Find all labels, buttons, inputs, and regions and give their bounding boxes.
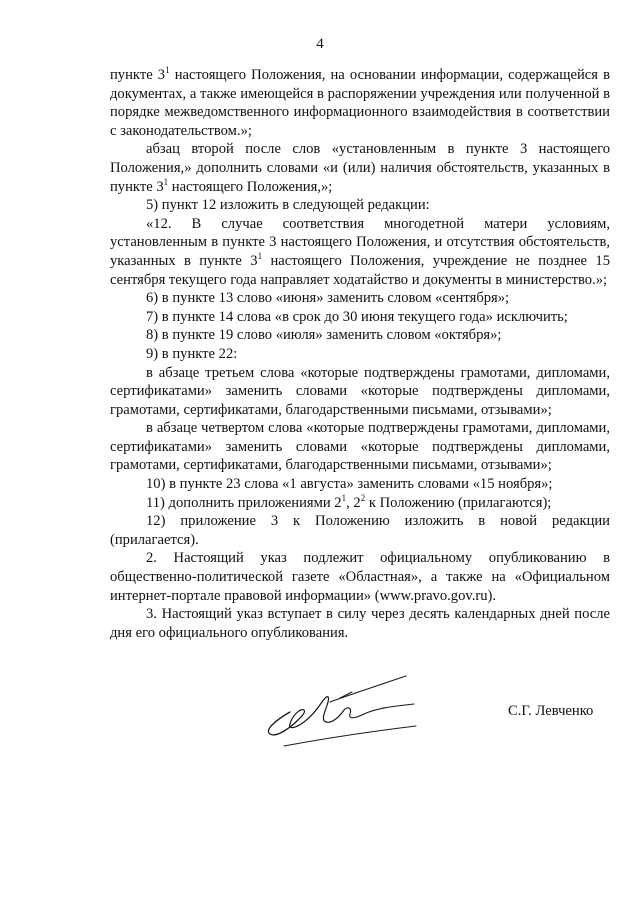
text-run: 6) в пункте 13 слово «июня» заменить словом «сентября»;: [146, 290, 510, 307]
text-run: настоящего Положения, учреждение не позднее 15 сентября текущего года направляет ходатайство и документы в министерство.»;: [110, 252, 610, 288]
paragraph: [110, 512, 610, 549]
paragraph: [110, 605, 610, 642]
paragraph: [110, 140, 610, 196]
paragraph: [110, 345, 610, 364]
superscript: 1: [163, 176, 169, 187]
paragraph: [110, 196, 610, 215]
paragraph: [110, 215, 610, 289]
superscript: 1: [257, 250, 263, 261]
superscript: 1: [165, 65, 170, 75]
paragraph: [110, 326, 610, 345]
page-number: 4: [316, 36, 324, 52]
text-run: к Положению (прилагаются);: [365, 494, 552, 511]
text-run: пункте 3: [110, 67, 166, 83]
text-run: 12) приложение 3 к Положению изложить в новой редакции (прилагается).: [110, 513, 610, 548]
text-run: «12. В случае соответствия многодетной матери условиям, установленным в пункте 3 настоящего Положения, и отсутствия обстоятельств, указанных в пункте 3: [110, 215, 610, 269]
paragraph: [110, 308, 610, 327]
text-run: абзац второй после слов «установленным в пункте 3 настоящего Положения,» дополнить словами «и (или) наличия обстоятельств, указанных в пункте 3: [110, 141, 610, 195]
paragraph: [110, 475, 610, 494]
text-run: 9) в пункте 22:: [146, 345, 238, 362]
text-run: 3. Настоящий указ вступает в силу через десять календарных дней после дня его официального опубликования.: [110, 606, 610, 641]
superscript: 2: [360, 492, 366, 503]
text-run: 8) в пункте 19 слово «июля» заменить словом «октября»;: [146, 327, 502, 344]
superscript: 1: [341, 492, 347, 503]
paragraph: [110, 549, 610, 605]
text-run: , 2: [346, 494, 361, 511]
paragraph: [110, 66, 610, 140]
text-run: настоящего Положения,»;: [168, 178, 333, 195]
signer-name: С.Г. Левченко: [508, 703, 594, 719]
document-body: [110, 66, 610, 642]
paragraph: [110, 289, 610, 308]
text-run: в абзаце четвертом слова «которые подтверждены грамотами, дипломами, сертификатами» заменить словами «которые подтверждены дипломами, грамотами, сертификатами, благодарственными письмами, отзывами»;: [110, 420, 610, 474]
paragraph: [110, 419, 610, 475]
text-run: в абзаце третьем слова «которые подтверждены грамотами, дипломами, сертификатами» заменить словами «которые подтверждены дипломами, грамотами, сертификатами, благодарственными письмами, отзывами»;: [110, 364, 610, 418]
text-run: 11) дополнить приложениями 2: [146, 494, 342, 511]
text-run: 5) пункт 12 изложить в следующей редакции:: [146, 197, 430, 214]
paragraph: [110, 364, 610, 420]
text-run: 7) в пункте 14 слова «в срок до 30 июня текущего года» исключить;: [146, 308, 568, 325]
text-run: настоящего Положения, на основании информации, содержащейся в документах, а также имеющейся в распоряжении учреждения или полученной в порядке межведомственного информационного взаимодействия в соответствии с законодательством.»;: [110, 67, 610, 139]
paragraph: [110, 494, 610, 513]
text-run: 2. Настоящий указ подлежит официальному опубликованию в общественно-политической газете «Областная», а также на «Официальном интернет-портале правовой информации» (www.pravo.gov.ru).: [110, 550, 610, 604]
text-run: 10) в пункте 23 слова «1 августа» заменить словами «15 ноября»;: [146, 476, 553, 493]
handwritten-signature-icon: [256, 672, 436, 762]
